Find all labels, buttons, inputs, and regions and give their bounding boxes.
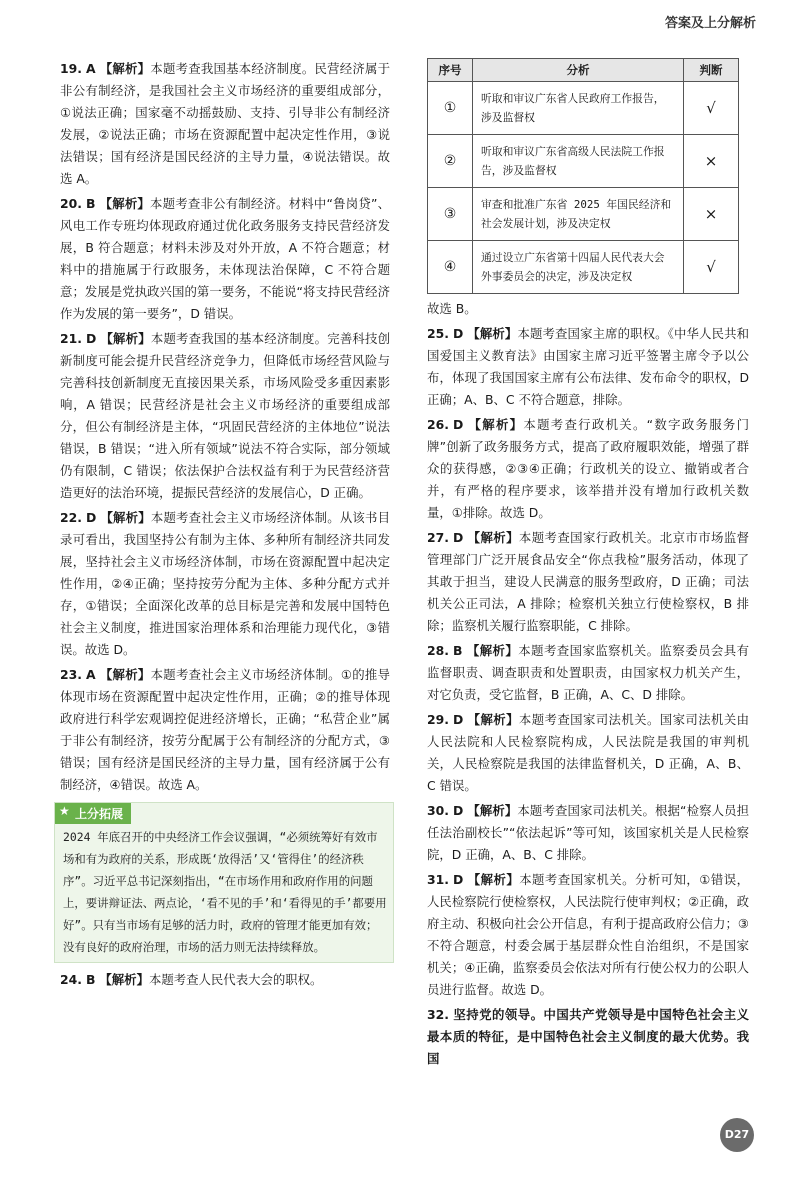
answer-letter: B: [85, 972, 96, 987]
table-header-row: [428, 59, 739, 82]
answer-letter: D: [452, 530, 464, 545]
analysis-tag: 【解析】: [99, 196, 151, 211]
extension-title-text: 上分拓展: [75, 807, 124, 821]
analysis-text: 本题考查社会主义市场经济体制。从该书目录可看出，我国坚持公有制为主体、多种所有制经济共同发展，坚持社会主义市场经济体制，市场在资源配置中起决定性作用，②④正确；坚持按劳分配为主体、多种分配方式并存，①错误；全面深化改革的总目标是完善和发展中国特色社会主义制度，推进国家治理体系和治理能力现代化，③错误。故选 D。: [60, 510, 391, 657]
question-32: [427, 1004, 749, 1070]
answer-letter: D: [452, 803, 464, 818]
analysis-text: 本题考查国家司法机关。国家司法机关由人民法院和人民检察院构成，人民法院是我国的审判机关，人民检察院是我国的法律监督机关，D 正确，A、B、C 错误。: [427, 712, 750, 793]
question-25: [427, 323, 749, 411]
extension-title: [55, 803, 131, 824]
row-number: ②: [428, 135, 473, 188]
analysis-text: 本题考查国家监察机关。监察委员会具有监督职责、调查职责和处置职责，由国家权力机关产生，对它负责，受它监督，B 正确，A、C、D 排除。: [427, 643, 750, 702]
page-number-badge: D27: [720, 1118, 754, 1152]
question-number: 29.: [427, 712, 449, 727]
question-31: [427, 869, 749, 1001]
question-number: 23.: [60, 667, 82, 682]
question-number: 28.: [427, 643, 449, 658]
answer-letter: D: [85, 331, 97, 346]
table-header: 判断: [684, 59, 739, 82]
row-number: ④: [428, 241, 473, 294]
analysis-text: 本题考查我国的基本经济制度。完善科技创新制度可能会提升民营经济竞争力，但降低市场经营风险与完善科技创新制度无直接因果关系，市场风险受多重因素影响，A 错误；民营经济是社会主义市场经济的重要组成部分，但公有制经济是主体，“巩固民营经济的主体地位”说法错误，B 错误；“进入所有领域”说法不符合实际，部分领域仍有限制，C 错误；依法保护合法权益有利于为民营经济营造更好的法治环境，提振民营经济的发展信心，D 正确。: [60, 331, 391, 500]
extension-box: [54, 802, 394, 963]
analysis-text: 本题考查非公有制经济。材料中“鲁岗贷”、风电工作专班均体现政府通过优化政务服务支持民营经济发展，B 符合题意；材料未涉及对外开放，A 不符合题意；材料中的措施属于行政服务，未体现法治保障，C 不符合题意；发展是党执政兴国的第一要务，不能说“将支持民营经济作为发展的第一要务”，D 错误。: [60, 196, 390, 321]
answer-letter: B: [452, 643, 463, 658]
table-conclusion: 故选 B。: [427, 301, 477, 316]
row-judgement: √: [684, 82, 739, 135]
question-26: [427, 414, 749, 524]
question-number: 21.: [60, 331, 82, 346]
analysis-text: 本题考查人民代表大会的职权。: [148, 972, 323, 987]
row-judgement: ×: [684, 135, 739, 188]
question-29: [427, 709, 749, 797]
analysis-tag: 【解析】: [467, 803, 518, 818]
analysis-tag: 【解析】: [100, 331, 151, 346]
question-number: 30.: [427, 803, 449, 818]
right-column: [427, 58, 749, 1073]
question-24: [60, 969, 390, 991]
answer-letter: B: [85, 196, 96, 211]
header-title: 答案及上分解析: [664, 16, 756, 31]
question-number: 20.: [60, 196, 82, 211]
table-header: 分析: [473, 59, 684, 82]
row-analysis: 听取和审议广东省人民政府工作报告，涉及监督权: [473, 82, 684, 135]
analysis-tag: 【解析】: [99, 667, 151, 682]
answer-letter: D: [452, 417, 464, 432]
table-row: [428, 188, 739, 241]
analysis-tag: 【解析】: [467, 530, 519, 545]
analysis-text: 本题考查国家主席的职权。《中华人民共和国爱国主义教育法》由国家主席习近平签署主席令予以公布，体现了我国国家主席有公布法律、发布命令的职权，D 正确；A、B、C 不符合题意，排除。: [427, 326, 750, 407]
row-analysis: 通过设立广东省第十四届人民代表大会外事委员会的决定，涉及决定权: [473, 241, 684, 294]
analysis-text: 本题考查国家司法机关。根据“检察人员担任法治副校长”“依法起诉”等可知，该国家机关是人民检察院，D 正确，A、B、C 排除。: [427, 803, 750, 862]
analysis-tag: 【解析】: [467, 417, 524, 432]
analysis-tag: 【解析】: [467, 872, 520, 887]
answer-text: 坚持党的领导。中国共产党领导是中国特色社会主义最本质的特征，是中国特色社会主义制度的最大优势。我国: [427, 1007, 749, 1066]
analysis-tag: 【解析】: [99, 61, 151, 76]
question-number: 26.: [427, 417, 449, 432]
question-number: 22.: [60, 510, 82, 525]
question-number: 31.: [427, 872, 449, 887]
analysis-tag: 【解析】: [467, 712, 519, 727]
answer-letter: D: [85, 510, 97, 525]
analysis-text: 本题考查社会主义市场经济体制。①的推导体现市场在资源配置中起决定性作用，正确；②的推导体现政府进行科学宏观调控促进经济增长，正确；“私营企业”属于非公有制经济，按劳分配属于公有制经济的分配方式，③错误；国有经济是国民经济的主导力量，国有经济属于公有制经济，④错误。故选 A。: [60, 667, 390, 792]
question-28: [427, 640, 749, 706]
question-23: [60, 664, 390, 796]
answer-letter: D: [452, 326, 464, 341]
question-22: [60, 507, 390, 661]
answer-letter: A: [85, 667, 96, 682]
answer-letter: A: [85, 61, 96, 76]
question-30: [427, 800, 749, 866]
row-number: ③: [428, 188, 473, 241]
analysis-tag: 【解析】: [100, 510, 151, 525]
question-number: 32.: [427, 1007, 449, 1022]
table-row: [428, 82, 739, 135]
left-column: [60, 58, 390, 994]
question-number: 25.: [427, 326, 449, 341]
table-row: [428, 135, 739, 188]
row-number: ①: [428, 82, 473, 135]
row-judgement: ×: [684, 188, 739, 241]
analysis-tag: 【解析】: [99, 972, 149, 987]
answer-letter: D: [452, 872, 464, 887]
question-number: 24.: [60, 972, 82, 987]
question-21: [60, 328, 390, 504]
analysis-text: 本题考查我国基本经济制度。民营经济属于非公有制经济，是我国社会主义市场经济的重要组成部分，①说法正确；国家毫不动摇鼓励、支持、引导非公有制经济发展，②说法正确；市场在资源配置中起决定性作用，③说法错误；国有经济是国民经济的主导力量，④说法错误。故选 A。: [60, 61, 391, 186]
analysis-text: 本题考查国家行政机关。北京市市场监督管理部门广泛开展食品安全“你点我检”服务活动，体现了其敢于担当，建设人民满意的服务型政府，D 正确；司法机关公正司法，A 排除；检察机关独立行使检察权，B 排除；监察机关履行监察职能，C 排除。: [427, 530, 750, 633]
question-number: 19.: [60, 61, 82, 76]
row-judgement: √: [684, 241, 739, 294]
question-20: [60, 193, 390, 325]
analysis-text: 本题考查行政机关。“数字政务服务门牌”创新了政务服务方式，提高了政府履职效能，增强了群众的获得感，②③④正确；行政机关的设立、撤销或者合并，有严格的程序要求，该举措并没有增加行政机关数量，①排除。故选 D。: [427, 417, 750, 520]
row-analysis: 审查和批准广东省 2025 年国民经济和社会发展计划，涉及决定权: [473, 188, 684, 241]
question-number: 27.: [427, 530, 449, 545]
analysis-tag: 【解析】: [467, 326, 518, 341]
row-analysis: 听取和审议广东省高级人民法院工作报告，涉及监督权: [473, 135, 684, 188]
question-27: [427, 527, 749, 637]
star-icon: ★: [59, 804, 70, 818]
question-19: [60, 58, 390, 190]
analysis-text: 本题考查国家机关。分析可知，①错误，人民检察院行使检察权，人民法院行使审判权；②正确，政府主动、积极向社会公开信息，有利于提高政府公信力；③不符合题意，村委会属于基层群众性自治组织，不是国家机关；④正确，监察委员会依法对所有行使公权力的公职人员进行监督。故选 D。: [427, 872, 750, 997]
table-header: 序号: [428, 59, 473, 82]
analysis-table: [427, 58, 739, 294]
table-row: [428, 241, 739, 294]
answer-letter: D: [452, 712, 464, 727]
analysis-tag: 【解析】: [466, 643, 519, 658]
extension-body: 2024 年底召开的中央经济工作会议强调，“必须统筹好有效市场和有为政府的关系，形成既‘放得活’又‘管得住’的经济秩序”。习近平总书记深刻指出，“在市场作用和政府作用的问题上，要讲辩证法、两点论，‘看不见的手’和‘看得见的手’都要用好”。只有当市场有足够的活力时，政府的管理才能更加有效；没有良好的政府治理，市场的活力则无法持续释放。: [63, 830, 387, 954]
